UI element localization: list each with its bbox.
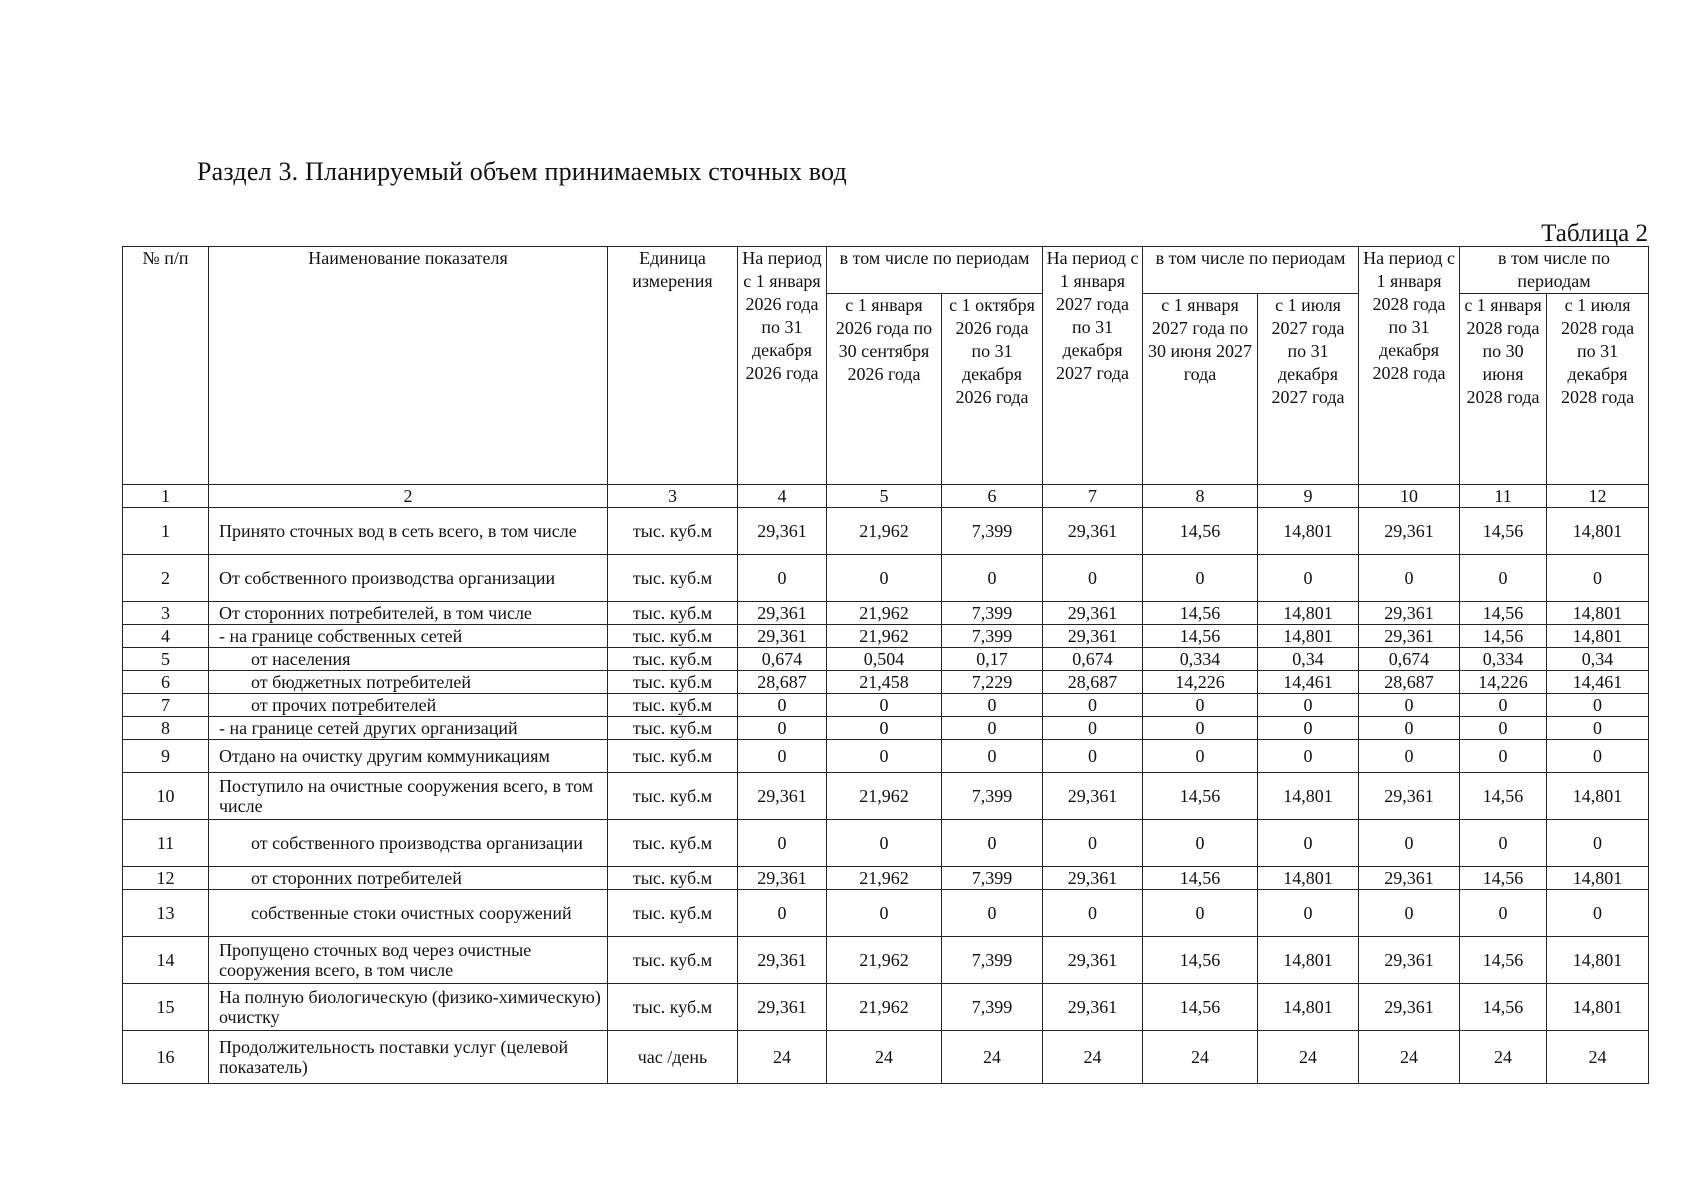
- row-value: 7,399: [942, 602, 1043, 625]
- row-unit: час /день: [608, 1031, 738, 1084]
- row-value: 0,504: [827, 648, 942, 671]
- row-number: 2: [123, 555, 209, 602]
- row-value: 0: [1460, 820, 1547, 867]
- row-value: 14,56: [1460, 773, 1547, 820]
- header-period-2028: На период с 1 января 2028 года по 31 декабря 2028 года: [1359, 247, 1460, 485]
- row-value: 24: [827, 1031, 942, 1084]
- row-value: 0: [1258, 717, 1359, 740]
- row-value: 0,17: [942, 648, 1043, 671]
- column-number: 6: [942, 485, 1043, 508]
- row-unit: тыс. куб.м: [608, 867, 738, 890]
- header-name: Наименование показателя: [209, 247, 608, 485]
- column-number: 7: [1043, 485, 1143, 508]
- row-value: 21,962: [827, 937, 942, 984]
- row-indicator-name: от сторонних потребителей: [209, 867, 608, 890]
- column-number: 2: [209, 485, 608, 508]
- row-value: 14,226: [1143, 671, 1258, 694]
- row-value: 29,361: [1359, 773, 1460, 820]
- row-value: 0: [1258, 890, 1359, 937]
- row-value: 29,361: [1043, 508, 1143, 555]
- row-value: 0,674: [1043, 648, 1143, 671]
- row-value: 24: [1359, 1031, 1460, 1084]
- row-number: 1: [123, 508, 209, 555]
- row-unit: тыс. куб.м: [608, 602, 738, 625]
- row-value: 14,801: [1547, 984, 1649, 1031]
- column-number: 8: [1143, 485, 1258, 508]
- row-value: 29,361: [1359, 508, 1460, 555]
- row-unit: тыс. куб.м: [608, 671, 738, 694]
- row-value: 14,56: [1460, 602, 1547, 625]
- row-value: 14,56: [1143, 602, 1258, 625]
- row-value: 21,962: [827, 984, 942, 1031]
- row-value: 14,801: [1547, 508, 1649, 555]
- row-value: 0: [1143, 820, 1258, 867]
- row-unit: тыс. куб.м: [608, 890, 738, 937]
- row-value: 7,399: [942, 867, 1043, 890]
- row-value: 0: [738, 555, 827, 602]
- row-number: 13: [123, 890, 209, 937]
- row-unit: тыс. куб.м: [608, 773, 738, 820]
- table-row: [123, 625, 1649, 648]
- header-period-2028-part2: с 1 июля 2028 года по 31 декабря 2028 года: [1547, 294, 1649, 485]
- table-caption: Таблица 2: [1541, 220, 1648, 247]
- row-value: 29,361: [1359, 625, 1460, 648]
- column-number: 1: [123, 485, 209, 508]
- row-value: 0: [738, 740, 827, 773]
- row-value: 24: [1258, 1031, 1359, 1084]
- row-value: 0,674: [738, 648, 827, 671]
- row-number: 9: [123, 740, 209, 773]
- table-row: [123, 508, 1649, 555]
- row-number: 6: [123, 671, 209, 694]
- row-indicator-name: - на границе собственных сетей: [209, 625, 608, 648]
- row-unit: тыс. куб.м: [608, 937, 738, 984]
- row-value: 0: [738, 694, 827, 717]
- header-period-2026-part1: с 1 января 2026 года по 30 сентября 2026 года: [827, 294, 942, 485]
- row-unit: тыс. куб.м: [608, 555, 738, 602]
- row-number: 5: [123, 648, 209, 671]
- row-value: 21,458: [827, 671, 942, 694]
- row-value: 29,361: [1043, 937, 1143, 984]
- row-value: 0: [827, 717, 942, 740]
- row-value: 0: [1547, 717, 1649, 740]
- row-value: 0: [1043, 717, 1143, 740]
- row-value: 14,801: [1258, 602, 1359, 625]
- row-value: 0: [1258, 820, 1359, 867]
- row-unit: тыс. куб.м: [608, 508, 738, 555]
- row-value: 0: [1043, 555, 1143, 602]
- row-value: 14,801: [1258, 867, 1359, 890]
- row-value: 14,461: [1258, 671, 1359, 694]
- row-value: 7,399: [942, 937, 1043, 984]
- row-value: 14,801: [1547, 937, 1649, 984]
- row-value: 29,361: [738, 508, 827, 555]
- row-indicator-name: от прочих потребителей: [209, 694, 608, 717]
- table-row: [123, 820, 1649, 867]
- row-value: 0: [1460, 890, 1547, 937]
- row-value: 0: [1547, 740, 1649, 773]
- row-indicator-name: Поступило на очистные сооружения всего, в том числе: [209, 773, 608, 820]
- row-unit: тыс. куб.м: [608, 740, 738, 773]
- row-value: 0: [942, 890, 1043, 937]
- row-value: 24: [1143, 1031, 1258, 1084]
- row-value: 29,361: [738, 625, 827, 648]
- row-value: 0: [1547, 555, 1649, 602]
- row-value: 29,361: [1043, 984, 1143, 1031]
- row-value: 29,361: [1359, 937, 1460, 984]
- row-value: 7,399: [942, 773, 1043, 820]
- row-value: 14,801: [1258, 625, 1359, 648]
- row-value: 0: [1359, 820, 1460, 867]
- table-row: [123, 671, 1649, 694]
- table-body: [123, 247, 1649, 1084]
- row-value: 21,962: [827, 773, 942, 820]
- row-number: 3: [123, 602, 209, 625]
- row-value: 14,801: [1258, 984, 1359, 1031]
- row-value: 0: [1460, 694, 1547, 717]
- row-value: 0: [738, 820, 827, 867]
- row-value: 28,687: [738, 671, 827, 694]
- column-number: 3: [608, 485, 738, 508]
- column-number: 9: [1258, 485, 1359, 508]
- table-row: [123, 602, 1649, 625]
- row-indicator-name: От сторонних потребителей, в том числе: [209, 602, 608, 625]
- header-num: № п/п: [123, 247, 209, 485]
- row-value: 0: [1359, 717, 1460, 740]
- row-value: 0: [1143, 740, 1258, 773]
- table-row: [123, 1031, 1649, 1084]
- row-number: 14: [123, 937, 209, 984]
- row-value: 24: [1460, 1031, 1547, 1084]
- row-value: 14,56: [1143, 508, 1258, 555]
- section-heading: Раздел 3. Планируемый объем принимаемых сточных вод: [197, 157, 847, 186]
- row-value: 29,361: [738, 602, 827, 625]
- row-number: 15: [123, 984, 209, 1031]
- row-value: 14,56: [1460, 937, 1547, 984]
- row-value: 0: [1460, 555, 1547, 602]
- row-unit: тыс. куб.м: [608, 648, 738, 671]
- row-value: 29,361: [1043, 773, 1143, 820]
- row-value: 14,56: [1460, 508, 1547, 555]
- row-indicator-name: От собственного производства организации: [209, 555, 608, 602]
- header-period-2028-part1: с 1 января 2028 года по 30 июня 2028 года: [1460, 294, 1547, 485]
- row-value: 14,801: [1258, 508, 1359, 555]
- table-row: [123, 937, 1649, 984]
- row-value: 0: [1043, 820, 1143, 867]
- row-value: 24: [1547, 1031, 1649, 1084]
- row-unit: тыс. куб.м: [608, 984, 738, 1031]
- row-value: 29,361: [1043, 625, 1143, 648]
- header-period-2027-part2: с 1 июля 2027 года по 31 декабря 2027 года: [1258, 294, 1359, 485]
- row-indicator-name: Принято сточных вод в сеть всего, в том числе: [209, 508, 608, 555]
- row-value: 0: [1143, 717, 1258, 740]
- row-value: 14,56: [1143, 937, 1258, 984]
- row-value: 0: [1143, 694, 1258, 717]
- row-unit: тыс. куб.м: [608, 820, 738, 867]
- row-unit: тыс. куб.м: [608, 717, 738, 740]
- row-value: 0: [1460, 717, 1547, 740]
- row-unit: тыс. куб.м: [608, 625, 738, 648]
- row-value: 29,361: [1359, 602, 1460, 625]
- row-indicator-name: собственные стоки очистных сооружений: [209, 890, 608, 937]
- row-number: 10: [123, 773, 209, 820]
- row-indicator-name: от собственного производства организации: [209, 820, 608, 867]
- header-included-2027: в том числе по периодам: [1143, 247, 1359, 294]
- row-value: 0: [1143, 890, 1258, 937]
- row-value: 0: [1258, 694, 1359, 717]
- row-value: 29,361: [1359, 984, 1460, 1031]
- table-row: [123, 555, 1649, 602]
- row-value: 0: [942, 694, 1043, 717]
- row-value: 14,801: [1547, 867, 1649, 890]
- row-value: 14,56: [1143, 867, 1258, 890]
- row-value: 0: [1258, 740, 1359, 773]
- row-value: 14,801: [1258, 937, 1359, 984]
- row-value: 14,56: [1460, 625, 1547, 648]
- row-value: 0: [1359, 555, 1460, 602]
- table-row: [123, 890, 1649, 937]
- row-value: 14,56: [1460, 984, 1547, 1031]
- header-period-2027: На период с 1 января 2027 года по 31 декабря 2027 года: [1043, 247, 1143, 485]
- row-value: 14,56: [1143, 625, 1258, 648]
- wastewater-volume-table: [122, 246, 1649, 1084]
- row-value: 0: [827, 740, 942, 773]
- header-included-2026: в том числе по периодам: [827, 247, 1043, 294]
- table-row: [123, 694, 1649, 717]
- row-number: 8: [123, 717, 209, 740]
- row-value: 14,801: [1258, 773, 1359, 820]
- row-value: 14,801: [1547, 602, 1649, 625]
- row-indicator-name: На полную биологическую (физико-химическую) очистку: [209, 984, 608, 1031]
- row-number: 12: [123, 867, 209, 890]
- column-number: 12: [1547, 485, 1649, 508]
- row-value: 0,34: [1258, 648, 1359, 671]
- row-value: 0: [1547, 694, 1649, 717]
- row-number: 16: [123, 1031, 209, 1084]
- column-number-row: [123, 485, 1649, 508]
- row-value: 24: [1043, 1031, 1143, 1084]
- row-value: 0: [827, 820, 942, 867]
- row-value: 0: [1258, 555, 1359, 602]
- row-value: 0: [1359, 740, 1460, 773]
- row-value: 28,687: [1359, 671, 1460, 694]
- header-period-2026-part2: с 1 октября 2026 года по 31 декабря 2026 года: [942, 294, 1043, 485]
- row-value: 0: [827, 555, 942, 602]
- row-value: 0: [1359, 694, 1460, 717]
- row-value: 29,361: [1043, 602, 1143, 625]
- row-indicator-name: - на границе сетей других организаций: [209, 717, 608, 740]
- row-value: 14,56: [1143, 984, 1258, 1031]
- row-value: 14,801: [1547, 773, 1649, 820]
- row-value: 0: [738, 890, 827, 937]
- row-number: 7: [123, 694, 209, 717]
- header-period-2026: На период с 1 января 2026 года по 31 декабря 2026 года: [738, 247, 827, 485]
- row-value: 7,229: [942, 671, 1043, 694]
- table-row: [123, 740, 1649, 773]
- row-value: 7,399: [942, 508, 1043, 555]
- table-row: [123, 773, 1649, 820]
- row-value: 0: [942, 740, 1043, 773]
- row-value: 0: [1043, 740, 1143, 773]
- row-value: 0,674: [1359, 648, 1460, 671]
- row-indicator-name: от населения: [209, 648, 608, 671]
- row-value: 29,361: [738, 867, 827, 890]
- row-value: 0: [738, 717, 827, 740]
- row-value: 14,801: [1547, 625, 1649, 648]
- row-value: 28,687: [1043, 671, 1143, 694]
- row-value: 14,56: [1460, 867, 1547, 890]
- table-row: [123, 648, 1649, 671]
- column-number: 4: [738, 485, 827, 508]
- column-number: 10: [1359, 485, 1460, 508]
- row-value: 14,56: [1143, 773, 1258, 820]
- row-value: 29,361: [738, 773, 827, 820]
- table-row: [123, 867, 1649, 890]
- row-value: 0: [1547, 890, 1649, 937]
- row-value: 0: [942, 555, 1043, 602]
- row-value: 0: [1043, 890, 1143, 937]
- row-value: 24: [738, 1031, 827, 1084]
- row-value: 0: [1143, 555, 1258, 602]
- row-value: 29,361: [738, 937, 827, 984]
- row-value: 0: [1460, 740, 1547, 773]
- header-included-2028: в том числе по периодам: [1460, 247, 1649, 294]
- row-value: 29,361: [1043, 867, 1143, 890]
- row-value: 21,962: [827, 508, 942, 555]
- row-value: 0: [1547, 820, 1649, 867]
- row-value: 29,361: [738, 984, 827, 1031]
- row-value: 7,399: [942, 984, 1043, 1031]
- row-value: 21,962: [827, 625, 942, 648]
- row-value: 0: [827, 890, 942, 937]
- row-value: 29,361: [1359, 867, 1460, 890]
- header-unit: Единица измерения: [608, 247, 738, 485]
- table-row: [123, 984, 1649, 1031]
- row-number: 11: [123, 820, 209, 867]
- row-unit: тыс. куб.м: [608, 694, 738, 717]
- row-value: 14,226: [1460, 671, 1547, 694]
- row-indicator-name: от бюджетных потребителей: [209, 671, 608, 694]
- column-number: 5: [827, 485, 942, 508]
- row-value: 0: [942, 717, 1043, 740]
- row-indicator-name: Продолжительность поставки услуг (целевой показатель): [209, 1031, 608, 1084]
- row-value: 14,461: [1547, 671, 1649, 694]
- row-value: 24: [942, 1031, 1043, 1084]
- header-period-2027-part1: с 1 января 2027 года по 30 июня 2027 года: [1143, 294, 1258, 485]
- table-row: [123, 717, 1649, 740]
- row-value: 0,334: [1143, 648, 1258, 671]
- row-value: 0: [1359, 890, 1460, 937]
- row-value: 0: [827, 694, 942, 717]
- row-value: 21,962: [827, 867, 942, 890]
- row-value: 0: [942, 820, 1043, 867]
- row-value: 21,962: [827, 602, 942, 625]
- row-value: 7,399: [942, 625, 1043, 648]
- row-value: 0: [1043, 694, 1143, 717]
- row-value: 0,334: [1460, 648, 1547, 671]
- column-number: 11: [1460, 485, 1547, 508]
- row-indicator-name: Отдано на очистку другим коммуникациям: [209, 740, 608, 773]
- row-number: 4: [123, 625, 209, 648]
- row-value: 0,34: [1547, 648, 1649, 671]
- row-indicator-name: Пропущено сточных вод через очистные сооружения всего, в том числе: [209, 937, 608, 984]
